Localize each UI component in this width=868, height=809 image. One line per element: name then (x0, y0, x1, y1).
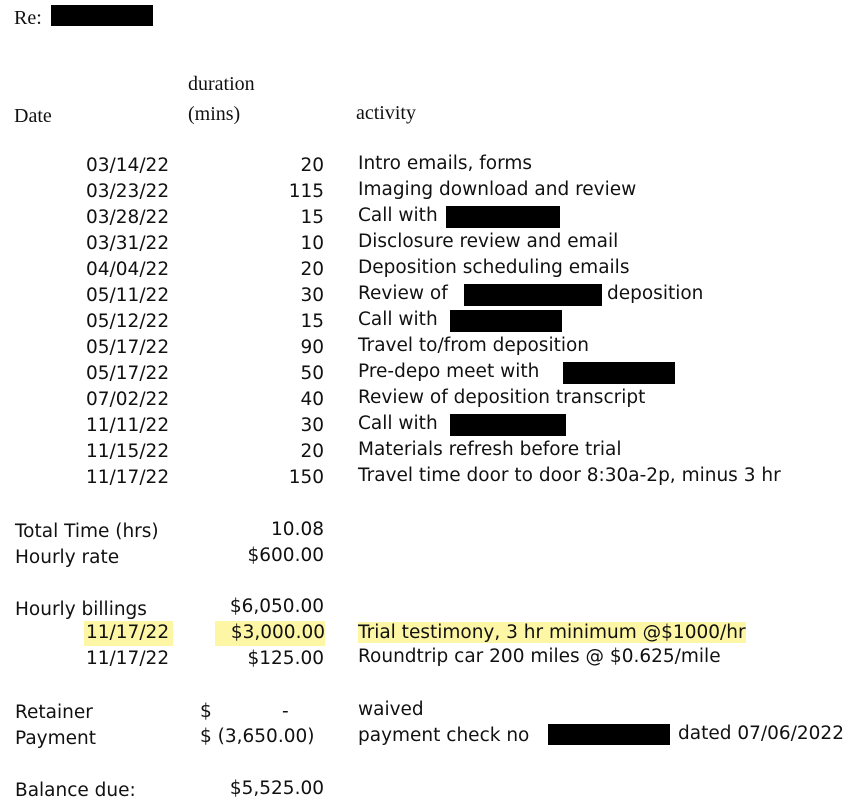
hourly-billings-value: $6,050.00 (229, 596, 324, 617)
balance-value: $5,525.00 (229, 778, 324, 799)
payment-date: dated 07/06/2022 (678, 723, 844, 744)
entry-date: 11/17/22 (86, 467, 170, 488)
entry-activity: Call with (358, 309, 438, 330)
balance-label: Balance due: (15, 780, 136, 801)
payment-value: $ (3,650.00) (200, 726, 315, 747)
entry-mins: 10 (300, 233, 324, 254)
redaction-box (563, 362, 675, 384)
redaction-box (450, 414, 566, 436)
entry-activity-suffix: deposition (607, 283, 704, 304)
hourly-rate-label: Hourly rate (15, 547, 120, 568)
entry-date: 03/23/22 (86, 181, 170, 202)
mins-header: (mins) (188, 103, 241, 125)
entry-date: 03/31/22 (86, 233, 170, 254)
extra-desc-text: Trial testimony, 3 hr minimum @$1000/hr (358, 622, 746, 643)
entry-date: 05/11/22 (86, 285, 170, 306)
entry-date: 03/14/22 (86, 155, 170, 176)
entry-date: 05/12/22 (86, 311, 170, 332)
entry-mins: 40 (300, 389, 324, 410)
entry-activity: Review of deposition transcript (358, 387, 646, 408)
entry-mins: 90 (300, 337, 324, 358)
retainer-label: Retainer (15, 702, 93, 723)
retainer-currency: $ (200, 701, 212, 722)
entry-activity: Travel time door to door 8:30a-2p, minus 3 hr (358, 465, 781, 486)
activity-header: activity (356, 102, 416, 124)
entry-activity: Call with (358, 413, 438, 434)
duration-header: duration (188, 73, 255, 95)
extra-amount: $125.00 (247, 648, 324, 669)
entry-mins: 20 (300, 155, 324, 176)
redaction-box (51, 5, 153, 26)
entry-activity: Intro emails, forms (358, 153, 533, 174)
entry-date: 05/17/22 (86, 337, 170, 358)
entry-mins: 30 (300, 285, 324, 306)
payment-note: payment check no (358, 725, 530, 746)
entry-mins: 50 (300, 363, 324, 384)
entry-activity: Imaging download and review (358, 179, 637, 200)
extra-desc-highlighted (356, 621, 748, 646)
extra-amount-highlighted: $3,000.00 (215, 621, 325, 646)
entry-activity: Pre-depo meet with (358, 361, 540, 382)
extra-desc: Roundtrip car 200 miles @ $0.625/mile (358, 646, 721, 667)
entry-date: 07/02/22 (86, 389, 170, 410)
hourly-billings-label: Hourly billings (15, 599, 147, 620)
entry-mins: 30 (300, 415, 324, 436)
entry-mins: 15 (300, 207, 324, 228)
entry-mins: 115 (288, 181, 324, 202)
re-label: Re: (14, 7, 42, 29)
extra-date-highlighted: 11/17/22 (84, 621, 173, 646)
entry-activity: Travel to/from deposition (358, 335, 590, 356)
entry-date: 05/17/22 (86, 363, 170, 384)
entry-mins: 150 (288, 467, 324, 488)
payment-label: Payment (15, 728, 96, 749)
redaction-box (464, 284, 602, 306)
retainer-value: - (282, 701, 289, 722)
entry-date: 11/11/22 (86, 415, 170, 436)
entry-activity: Materials refresh before trial (358, 439, 622, 460)
date-header: Date (14, 105, 52, 127)
extra-date: 11/17/22 (86, 648, 170, 669)
retainer-note: waived (358, 699, 424, 720)
entry-activity: Deposition scheduling emails (358, 257, 630, 278)
redaction-box (450, 310, 562, 332)
redaction-box (446, 206, 560, 228)
entry-mins: 15 (300, 311, 324, 332)
entry-date: 04/04/22 (86, 259, 170, 280)
entry-activity: Call with (358, 205, 438, 226)
entry-activity: Disclosure review and email (358, 231, 619, 252)
total-time-label: Total Time (hrs) (15, 521, 159, 542)
entry-mins: 20 (300, 259, 324, 280)
entry-activity: Review of (358, 283, 448, 304)
entry-date: 11/15/22 (86, 441, 170, 462)
entry-date: 03/28/22 (86, 207, 170, 228)
total-time-value: 10.08 (271, 519, 324, 540)
redaction-box (548, 724, 670, 745)
entry-mins: 20 (300, 441, 324, 462)
hourly-rate-value: $600.00 (247, 545, 324, 566)
